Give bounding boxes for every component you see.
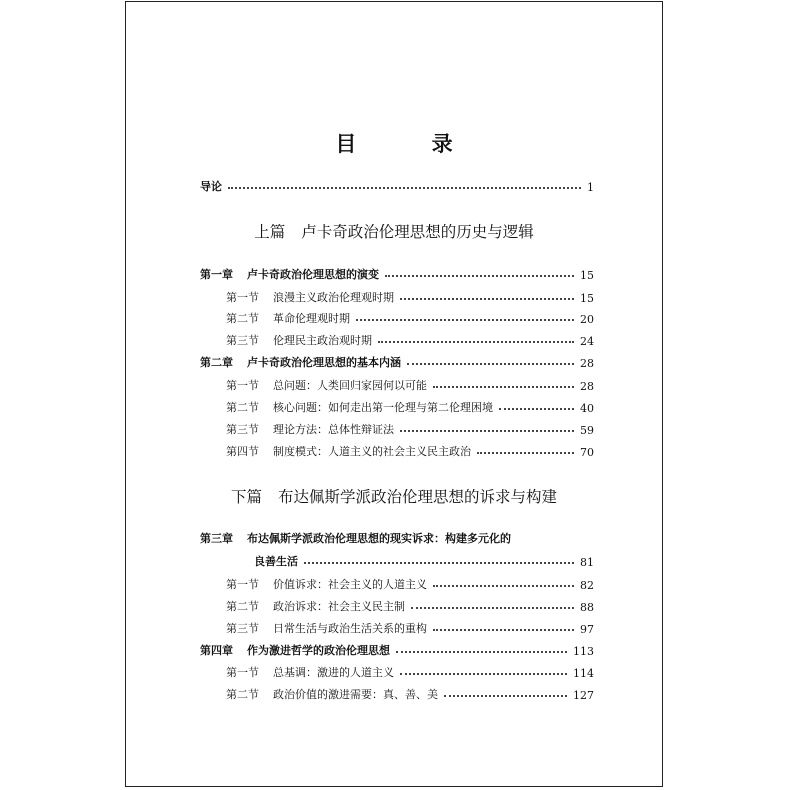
leader-dots: [400, 298, 574, 300]
section-title: 制度模式：人道主义的社会主义民主政治: [273, 445, 471, 458]
chapter-number: 第一章: [200, 268, 233, 281]
leader-dots: [396, 651, 567, 653]
leader-dots: [444, 695, 567, 697]
page-number: 113: [573, 645, 594, 658]
section-title: 伦理民主政治观时期: [273, 334, 372, 347]
page-number: 88: [580, 601, 594, 614]
page-number: 82: [580, 579, 594, 592]
page-number: 28: [580, 357, 594, 370]
leader-dots: [228, 187, 581, 189]
part-title: 卢卡奇政治伦理思想的历史与逻辑: [301, 223, 534, 241]
section-number: 第三节: [226, 622, 259, 635]
leader-dots: [407, 363, 574, 365]
toc-section[interactable]: [226, 417, 594, 437]
toc-chapter[interactable]: [200, 526, 594, 546]
page-number: 28: [580, 380, 594, 393]
section-title: 政治价值的激进需要：真、善、美: [273, 688, 438, 701]
page-number: 24: [580, 335, 594, 348]
section-number: 第一节: [226, 379, 259, 392]
page-number: 59: [580, 424, 594, 437]
section-title: 价值诉求：社会主义的人道主义: [273, 578, 427, 591]
toc-chapter[interactable]: [200, 638, 594, 658]
page-number: 1: [587, 181, 594, 194]
toc-section[interactable]: [226, 439, 594, 459]
page-number: 15: [580, 292, 594, 305]
toc-chapter[interactable]: [200, 350, 594, 370]
toc-section[interactable]: [226, 616, 594, 636]
toc-section[interactable]: [226, 285, 594, 305]
toc-section[interactable]: [226, 572, 594, 592]
chapter-number: 第二章: [200, 356, 233, 369]
chapter-title: 布达佩斯学派政治伦理思想的现实诉求：构建多元化的: [247, 532, 511, 545]
toc-section[interactable]: [226, 660, 594, 680]
page-number: 127: [573, 689, 594, 702]
part-heading-2: [126, 485, 662, 507]
chapter-title: 卢卡奇政治伦理思想的基本内涵: [247, 356, 401, 369]
toc-chapter[interactable]: [200, 262, 594, 282]
chapter-number: 第四章: [200, 644, 233, 657]
page-number: 20: [580, 313, 594, 326]
chapter-title-continued: 良善生活: [254, 555, 298, 568]
section-number: 第二节: [226, 401, 259, 414]
toc-section[interactable]: [226, 306, 594, 326]
leader-dots: [477, 452, 574, 454]
toc-section[interactable]: [226, 373, 594, 393]
toc-section[interactable]: [226, 328, 594, 348]
section-number: 第一节: [226, 666, 259, 679]
leader-dots: [411, 607, 574, 609]
leader-dots: [433, 386, 574, 388]
section-number: 第三节: [226, 334, 259, 347]
section-number: 第四节: [226, 445, 259, 458]
section-title: 日常生活与政治生活关系的重构: [273, 622, 427, 635]
part-heading-1: [126, 220, 662, 242]
page-number: 15: [580, 269, 594, 282]
page-number: 70: [580, 446, 594, 459]
toc-section[interactable]: [226, 682, 594, 702]
section-title: 理论方法：总体性辩证法: [273, 423, 394, 436]
section-number: 第二节: [226, 312, 259, 325]
leader-dots: [304, 562, 574, 564]
toc-section[interactable]: [226, 395, 594, 415]
chapter-title: 卢卡奇政治伦理思想的演变: [247, 268, 379, 281]
page-number: 40: [580, 402, 594, 415]
part-title: 布达佩斯学派政治伦理思想的诉求与构建: [278, 488, 558, 506]
leader-dots: [385, 275, 574, 277]
section-number: 第二节: [226, 600, 259, 613]
section-number: 第二节: [226, 688, 259, 701]
leader-dots: [400, 430, 574, 432]
part-label: 上篇: [254, 223, 286, 241]
page-number: 81: [580, 556, 594, 569]
chapter-number: 第三章: [200, 532, 233, 545]
toc-chapter-continued[interactable]: [254, 549, 594, 569]
section-title: 总基调：激进的人道主义: [273, 666, 394, 679]
section-number: 第一节: [226, 291, 259, 304]
book-page: [125, 1, 663, 787]
part-label: 下篇: [230, 488, 262, 506]
section-title: 总问题：人类回归家园何以可能: [273, 379, 427, 392]
section-number: 第一节: [226, 578, 259, 591]
leader-dots: [433, 629, 574, 631]
section-number: 第三节: [226, 423, 259, 436]
toc-entry-intro[interactable]: [200, 174, 594, 194]
page-number: 114: [573, 667, 594, 680]
leader-dots: [378, 341, 574, 343]
leader-dots: [356, 319, 574, 321]
leader-dots: [400, 673, 567, 675]
section-title: 核心问题：如何走出第一伦理与第二伦理困境: [273, 401, 493, 414]
entry-label: 导论: [200, 180, 222, 193]
section-title: 革命伦理观时期: [273, 312, 350, 325]
page-number: 97: [580, 623, 594, 636]
page-title: 目 录: [335, 132, 487, 156]
leader-dots: [499, 408, 574, 410]
section-title: 浪漫主义政治伦理观时期: [273, 291, 394, 304]
chapter-title: 作为激进哲学的政治伦理思想: [247, 644, 390, 657]
leader-dots: [433, 585, 574, 587]
section-title: 政治诉求：社会主义民主制: [273, 600, 405, 613]
toc-section[interactable]: [226, 594, 594, 614]
